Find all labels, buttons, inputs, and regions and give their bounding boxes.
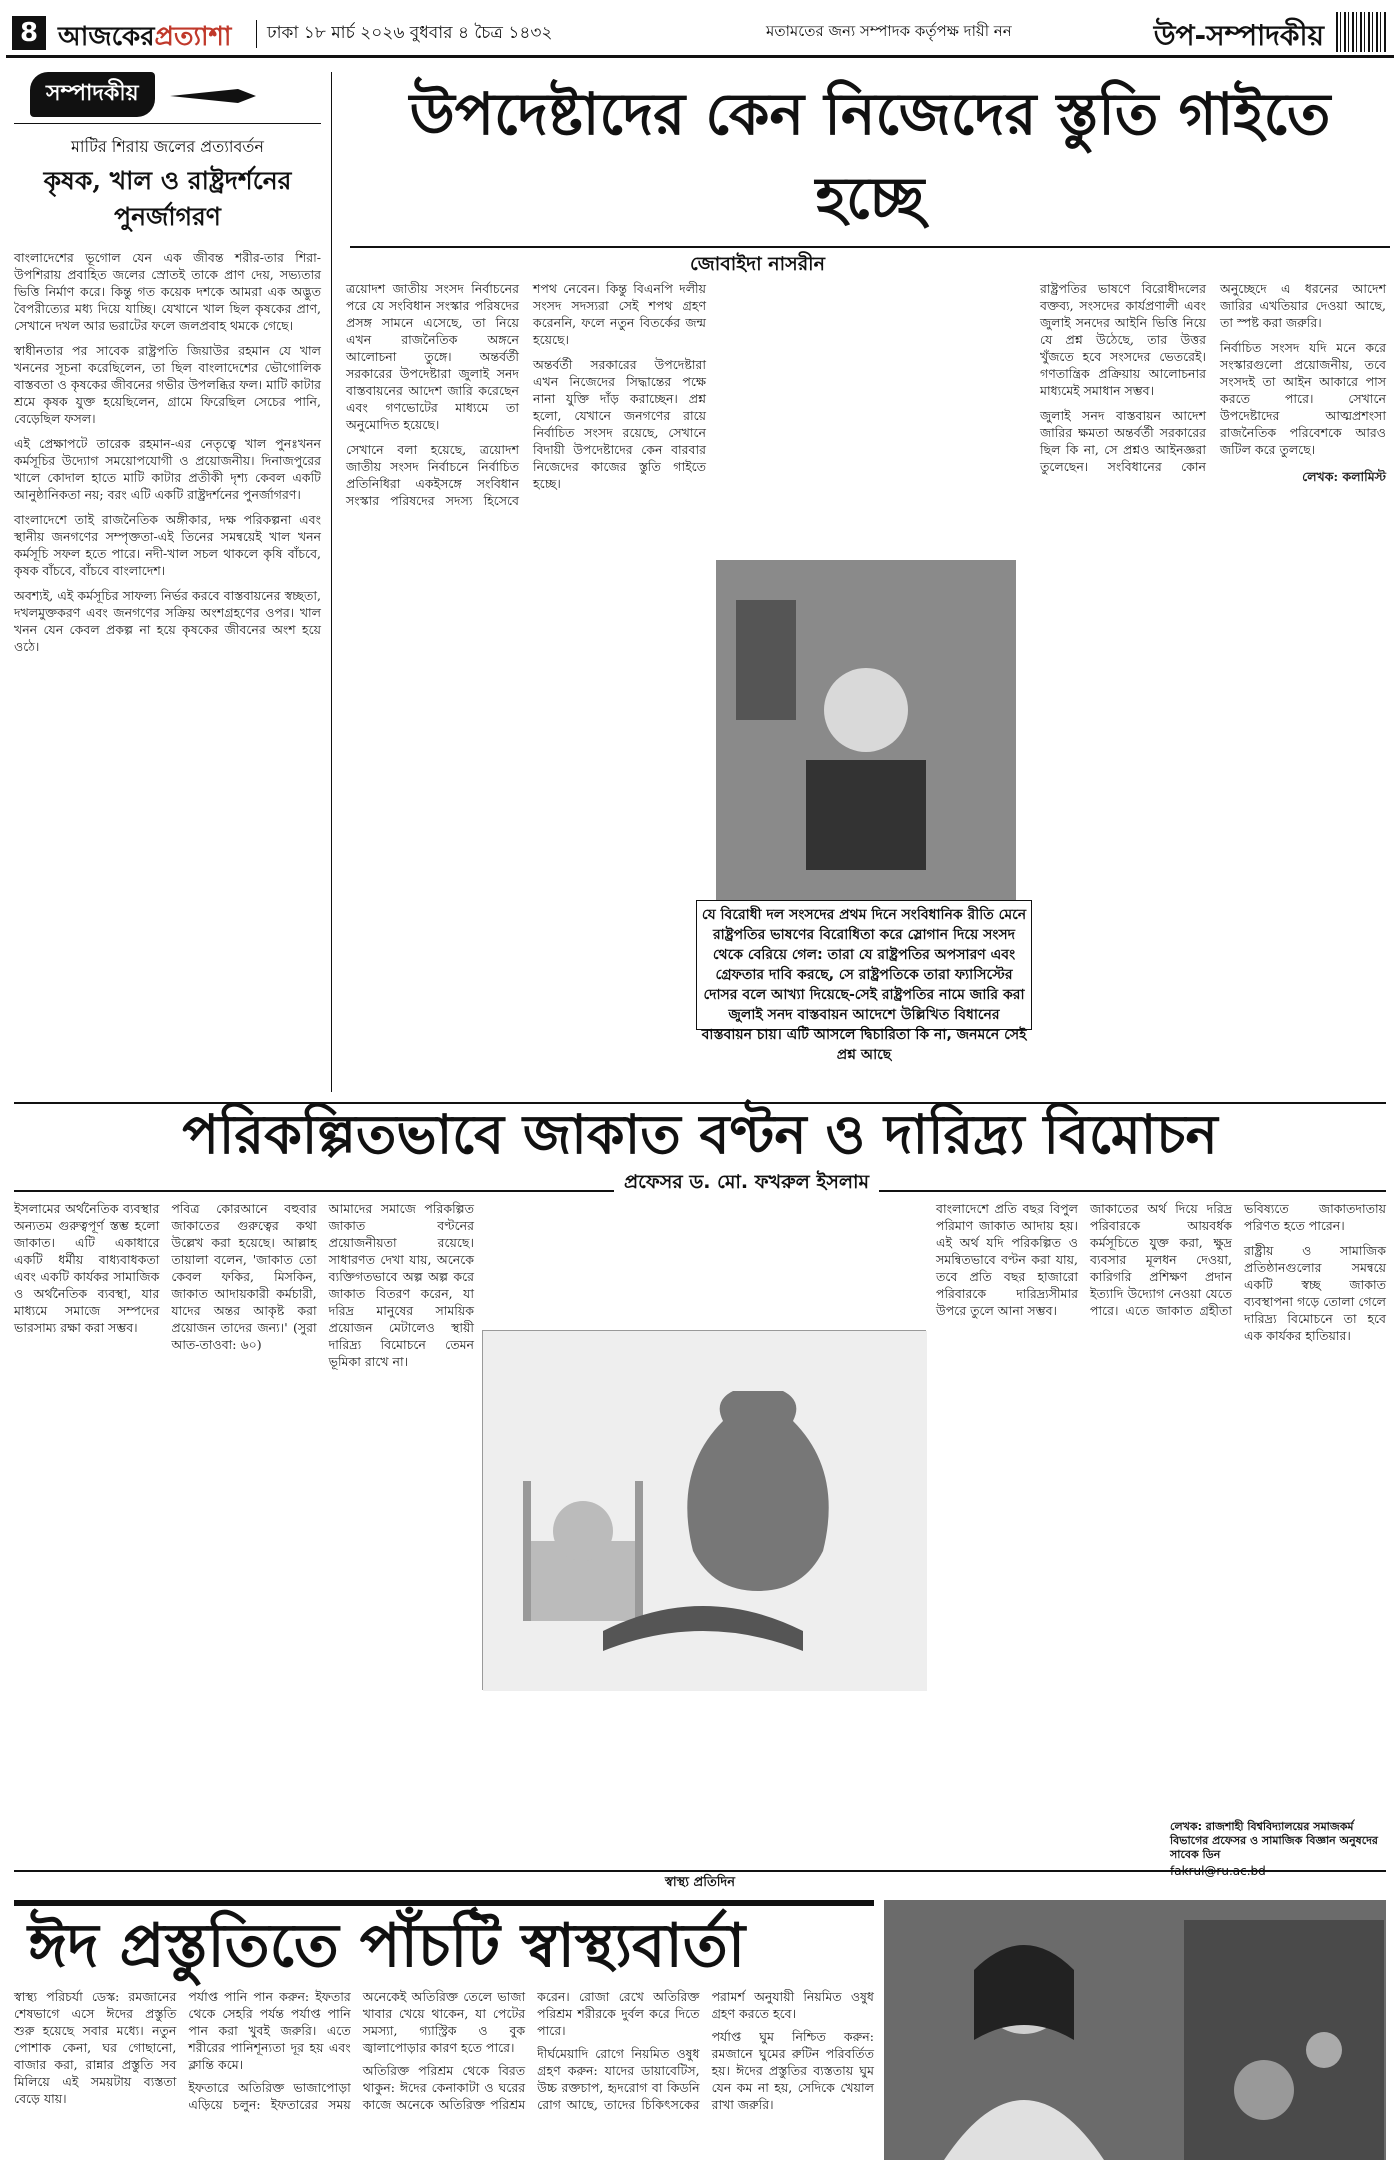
article2-paragraph: ইসলামের অর্থনৈতিক ব্যবস্থার অন্যতম গুরুত্বপূর্ণ স্তম্ভ হলো জাকাত। এটি একাধারে একটি ধর্মীয় বাধ্যবাধকতা এবং একটি কার্যকর সামাজিক ও অর্থনৈতিক ব্যবস্থা, যার মাধ্যমে সমাজে সম্পদের ভারসাম্য রক্ষা করা সম্ভব। bbox=[14, 1201, 160, 1335]
article3-paragraph: দীর্ঘমেয়াদি রোগে নিয়মিত ওষুধ গ্রহণ করুন: যাদের ডায়াবেটিস, উচ্চ রক্তচাপ, হৃদরোগ বা কিডনি রোগ আছে, তাদের চিকিৎসকের পরামর্শ অনুযায়ী নিয়মিত ওষুধ গ্রহণ করতে হবে। bbox=[537, 1989, 874, 2112]
article2-body-right bbox=[936, 1200, 1386, 1820]
article2-author: প্রফেসর ড. মো. ফখরুল ইসলাম bbox=[614, 1168, 879, 1200]
article1-photo-caption: যে বিরোধী দল সংসদের প্রথম দিনে সংবিধানিক রীতি মেনে রাষ্ট্রপতির ভাষণের বিরোধিতা করে স্লোগান দিয়ে সংসদ থেকে বেরিয়ে গেল: তারা যে রাষ্ট্রপতির অপসারণ এবং গ্রেফতার দাবি করছে, সে রাষ্ট্রপতিকে তারা ফ্যাসিস্টের দোসর বলে আখ্যা দিয়েছে-সেই রাষ্ট্রপতির নামে জারি করা জুলাই সনদ বাস্তবায়ন আদেশে উল্লিখিত বিধানের বাস্তবায়ন চায়। এটি আসলে দ্বিচারিতা কি না, জনমনে সেই প্রশ্ন আছে bbox=[696, 900, 1032, 1030]
article2-author-credit: লেখক: রাজশাহী বিশ্ববিদ্যালয়ের সমাজকর্ম বিভাগের প্রফেসর ও সামাজিক বিজ্ঞান অনুষদের সাবেক ডিন bbox=[1170, 1820, 1378, 1861]
editorial-kicker: মাটির শিরায় জলের প্রত্যাবর্তন bbox=[71, 137, 264, 156]
editorial-title: কৃষক, খাল ও রাষ্ট্রদর্শনের পুনর্জাগরণ bbox=[43, 166, 292, 231]
paper-name-part1: আজকের bbox=[58, 22, 155, 52]
disclaimer: মতামতের জন্য সম্পাদক কর্তৃপক্ষ দায়ী নন bbox=[766, 22, 1012, 40]
article3-paragraph: পর্যাপ্ত পানি পান করুন: ইফতার থেকে সেহরি পর্যন্ত পর্যাপ্ত পানি পান করা খুবই জরুরি। এতে শরীরের পানিশূন্যতা দূর হয় এবং ক্লান্তি কমে। bbox=[188, 1989, 351, 2072]
article1-paragraph: সেখানে বলা হয়েছে, ত্রয়োদশ জাতীয় সংসদ নির্বাচনে নির্বাচিত প্রতিনিধিরা একইসঙ্গে সংবিধান সংস্কার পরিষদের সদস্য হিসেবে শপথ নেবেন। কিন্তু বিএনপি দলীয় সংসদ সদস্যরা সেই শপথ গ্রহণ করেননি, ফলে নতুন বিতর্কের জন্ম হয়েছে। bbox=[346, 281, 706, 508]
separator-label: স্বাস্থ্য প্রতিদিন bbox=[651, 1875, 749, 1890]
editorial-paragraph: এই প্রেক্ষাপটে তারেক রহমান-এর নেতৃত্বে খাল পুনঃখনন কর্মসূচির উদ্যোগ সময়োপযোগী ও প্রয়োজনীয়। দিনাজপুরের খালে কোদাল হাতে মাটি কাটার প্রতীকী দৃশ্য কেবল একটি আনুষ্ঠানিকতা নয়; বরং এটি একটি রাষ্ট্রদর্শনের পুনর্জাগরণ। bbox=[14, 436, 321, 502]
editorial-tag-wrap bbox=[14, 72, 321, 124]
editorial-body bbox=[14, 249, 321, 655]
article3-paragraph: পর্যাপ্ত ঘুম নিশ্চিত করুন: রমজানে ঘুমের রুটিন পরিবর্তিত হয়। ঈদের প্রস্তুতির ব্যস্ততায় ঘুম যেন কম না হয়, সেদিকে খেয়াল রাখা জরুরি। bbox=[711, 2029, 874, 2112]
article1-paragraph: নির্বাচিত সংসদ যদি মনে করে সংস্কারগুলো প্রয়োজনীয়, তবে সংসদই তা আইন আকারে পাস করতে পারে। সেখানে উপদেষ্টাদের আত্মপ্রশংসা রাজনৈতিক পরিবেশকে আরও জটিল করে তুলছে। bbox=[1220, 340, 1386, 457]
section-title: উপ-সম্পাদকীয় bbox=[1153, 19, 1324, 52]
article2-paragraph: জাকাতের অর্থ দিয়ে দরিদ্র পরিবারকে আয়বর্ধক কর্মসূচিতে যুক্ত করা, ক্ষুদ্র ব্যবসার মূলধন দেওয়া, কারিগরি প্রশিক্ষণ প্রদান ইত্যাদি উদ্যোগ নেওয়া যেতে পারে। এতে জাকাত গ্রহীতা ভবিষ্যতে জাকাতদাতায় পরিণত হতে পারেন। bbox=[1090, 1201, 1386, 1318]
editorial-paragraph: স্বাধীনতার পর সাবেক রাষ্ট্রপতি জিয়াউর রহমান যে খাল খননের সূচনা করেছিলেন, তা ছিল বাংলাদেশের ভৌগোলিক বাস্তবতা ও কৃষকের জীবনের গভীর উপলব্ধির ফল। মাটি কাটার শ্রমে কৃষক যুক্ত হয়েছিলেন, গ্রামে ফিরেছিল সেচের পানি, বেড়েছিল ফসল। bbox=[14, 343, 321, 426]
article3-body bbox=[14, 1988, 874, 2160]
page-number: 8 bbox=[12, 16, 46, 50]
article3-paragraph: ইফতারে অতিরিক্ত ভাজাপোড়া এড়িয়ে চলুন: ইফতারের সময় অনেকেই অতিরিক্ত তেলে ভাজা খাবার খেয়ে থাকেন, যা পেটের সমস্যা, গ্যাস্ট্রিক ও বুক জ্বালাপোড়ার কারণ হতে পারে। bbox=[188, 1989, 526, 2112]
article1-paragraph: ত্রয়োদশ জাতীয় সংসদ নির্বাচনের পরে যে সংবিধান সংস্কার পরিষদের প্রসঙ্গ সামনে এসেছে, তা নিয়ে এখন রাজনৈতিক অঙ্গনে আলোচনা তুঙ্গে। অন্তর্বর্তী সরকারের উপদেষ্টারা জুলাই সনদ বাস্তবায়নের আদেশ জারি করেছেন এবং গণভোটের মাধ্যমে তা অনুমোদিত হয়েছে। bbox=[346, 281, 519, 432]
pen-icon bbox=[168, 83, 258, 109]
article3-paragraph: অতিরিক্ত পরিশ্রম থেকে বিরত থাকুন: ঈদের কেনাকাটা ও ঘরের কাজে অনেকে অতিরিক্ত পরিশ্রম করেন। রোজা রেখে অতিরিক্ত পরিশ্রম শরীরকে দুর্বল করে দিতে পারে। bbox=[362, 1989, 700, 2112]
article2-paragraph: পবিত্র কোরআনে বহুবার জাকাতের গুরুত্বের কথা উল্লেখ করা হয়েছে। আল্লাহ তায়ালা বলেন, 'জাকাত তো কেবল ফকির, মিসকিন, জাকাত আদায়কারী কর্মচারী, যাদের অন্তর আকৃষ্ট করা প্রয়োজন তাদের জন্য।' (সুরা আত-তাওবা: ৬০) bbox=[171, 1201, 317, 1352]
section-separator bbox=[14, 1870, 1386, 1892]
article2-paragraph: আমাদের সমাজে পরিকল্পিত জাকাত বণ্টনের প্রয়োজনীয়তা রয়েছে। সাধারণত দেখা যায়, অনেকে ব্যক্তিগতভাবে অল্প অল্প করে জাকাত বিতরণ করেন, যা দরিদ্র মানুষের সাময়িক প্রয়োজন মেটালেও স্থায়ী দারিদ্র্য বিমোচনে তেমন ভূমিকা রাখে না। bbox=[328, 1201, 474, 1369]
editorial-column bbox=[14, 72, 332, 1092]
editorial-paragraph: বাংলাদেশের ভূগোল যেন এক জীবন্ত শরীর-তার শিরা-উপশিরায় প্রবাহিত জলের স্রোতই তাকে প্রাণ দেয়, সভ্যতার ভিত্তি নির্মাণ করে। কিন্তু গত কয়েক দশকে আমরা এক অদ্ভুত বৈপরীত্যের মধ্য দিয়ে যাচ্ছি। যেখানে খাল ছিল কৃষকের প্রাণ, সেখানে দখল আর ভরাটের ফলে জলপ্রবাহ থমকে গেছে। bbox=[14, 250, 321, 333]
article3-headline: ঈদ প্রস্তুতিতে পাঁচটি স্বাস্থ্যবার্তা bbox=[14, 1900, 874, 1980]
dateline: ঢাকা ১৮ মার্চ ২০২৬ বুধবার ৪ চৈত্র ১৪৩২ bbox=[256, 20, 553, 48]
article2-paragraph: বাংলাদেশে প্রতি বছর বিপুল পরিমাণ জাকাত আদায় হয়। এই অর্থ যদি পরিকল্পিত ও সমন্বিতভাবে বণ্টন করা যায়, তবে প্রতি বছর হাজারো পরিবারকে দারিদ্র্যসীমার উপরে তুলে আনা সম্ভব। bbox=[936, 1201, 1078, 1318]
editorial-tag: সম্পাদকীয় bbox=[30, 72, 155, 117]
article1-photo bbox=[716, 560, 1016, 900]
article1-body-right bbox=[1040, 280, 1386, 1090]
article1-paragraph: অন্তর্বর্তী সরকারের উপদেষ্টারা এখন নিজেদের সিদ্ধান্তের পক্ষে নানা যুক্তি দাঁড় করাচ্ছেন। প্রশ্ন হলো, যেখানে জনগণের রায়ে নির্বাচিত সংসদ রয়েছে, সেখানে বিদায়ী উপদেষ্টাদের কেন বারবার নিজেদের কাজের স্তুতি গাইতে হচ্ছে। bbox=[533, 357, 706, 491]
article2-email[interactable]: fakrul@ru.ac.bd bbox=[1170, 1864, 1266, 1878]
editorial-paragraph: বাংলাদেশে তাই রাজনৈতিক অঙ্গীকার, দক্ষ পরিকল্পনা এবং স্থানীয় জনগণের সম্পৃক্ততা-এই তিনের সমন্বয়েই খাল খনন কর্মসূচি সফল হতে পারে। নদী-খাল সচল থাকলে কৃষি বাঁচবে, কৃষক বাঁচবে, বাঁচবে বাংলাদেশ। bbox=[14, 512, 321, 578]
person-photo-icon bbox=[716, 560, 1016, 900]
article2-byline-row bbox=[14, 1168, 1386, 1192]
article2-headline: পরিকল্পিতভাবে জাকাত বণ্টন ও দারিদ্র্য বিমোচন bbox=[14, 1102, 1386, 1162]
article1-author-credit: লেখক: কলামিস্ট bbox=[1302, 469, 1386, 484]
zakat-sack-icon bbox=[483, 1331, 927, 1691]
article1-body-left bbox=[346, 280, 706, 1090]
article2-illustration bbox=[482, 1330, 926, 1690]
paper-name-part2: প্রত্যাশা bbox=[154, 22, 232, 52]
editorial-paragraph: অবশ্যই, এই কর্মসূচির সাফল্য নির্ভর করবে বাস্তবায়নের স্বচ্ছতা, দখলমুক্তকরণ এবং জনগণের সক্রিয় অংশগ্রহণের ওপর। খাল খনন যেন কেবল প্রকল্প না হয়ে কৃষকের জীবনের অংশ হয়ে ওঠে। bbox=[14, 588, 321, 654]
paper-name bbox=[58, 16, 231, 60]
article1-headline: উপদেষ্টাদের কেন নিজেদের স্তুতি গাইতে হচ্ছে bbox=[409, 80, 1331, 232]
article2-author-note bbox=[1170, 1820, 1386, 1878]
article1-byline-row bbox=[350, 246, 1390, 275]
masthead bbox=[6, 6, 1394, 58]
article3-paragraph: স্বাস্থ্য পরিচর্যা ডেস্ক: রমজানের শেষভাগে এসে ঈদের প্রস্তুতি শুরু হয়েছে সবার মধ্যে। নতুন পোশাক কেনা, ঘর গোছানো, বাজার করা, রান্নার প্রস্তুতি সব মিলিয়ে এই সময়টায় ব্যস্ততা বেড়ে যায়। bbox=[14, 1989, 177, 2106]
article2-body-left bbox=[14, 1200, 474, 1860]
woman-portrait-photo-icon bbox=[884, 1900, 1386, 2160]
article1-paragraph: জুলাই সনদ বাস্তবায়ন আদেশ জারির ক্ষমতা অন্তর্বর্তী সরকারের ছিল কি না, সে প্রশ্নও আইনজ্ঞরা তুলেছেন। সংবিধানের কোন অনুচ্ছেদে এ ধরনের আদেশ জারির এখতিয়ার দেওয়া আছে, তা স্পষ্ট করা জরুরি। bbox=[1040, 281, 1386, 474]
article2-paragraph: রাষ্ট্রীয় ও সামাজিক প্রতিষ্ঠানগুলোর সমন্বয়ে একটি স্বচ্ছ জাকাত ব্যবস্থাপনা গড়ে তোলা গেলে দারিদ্র্য বিমোচনে তা হবে এক কার্যকর হাতিয়ার। bbox=[1244, 1243, 1386, 1343]
article1-paragraph: রাষ্ট্রপতির ভাষণে বিরোধীদলের বক্তব্য, সংসদের কার্যপ্রণালী এবং জুলাই সনদের আইনি ভিত্তি নিয়ে যে প্রশ্ন উঠেছে, তার উত্তর খুঁজতে হবে সংসদের ভেতরেই। গণতান্ত্রিক প্রক্রিয়ায় আলোচনার মাধ্যমেই সমাধান সম্ভব। bbox=[1040, 281, 1206, 398]
article1-author: জোবাইদা নাসরীন bbox=[680, 250, 835, 282]
barcode-icon bbox=[1336, 12, 1388, 52]
article3-photo bbox=[884, 1900, 1386, 2160]
